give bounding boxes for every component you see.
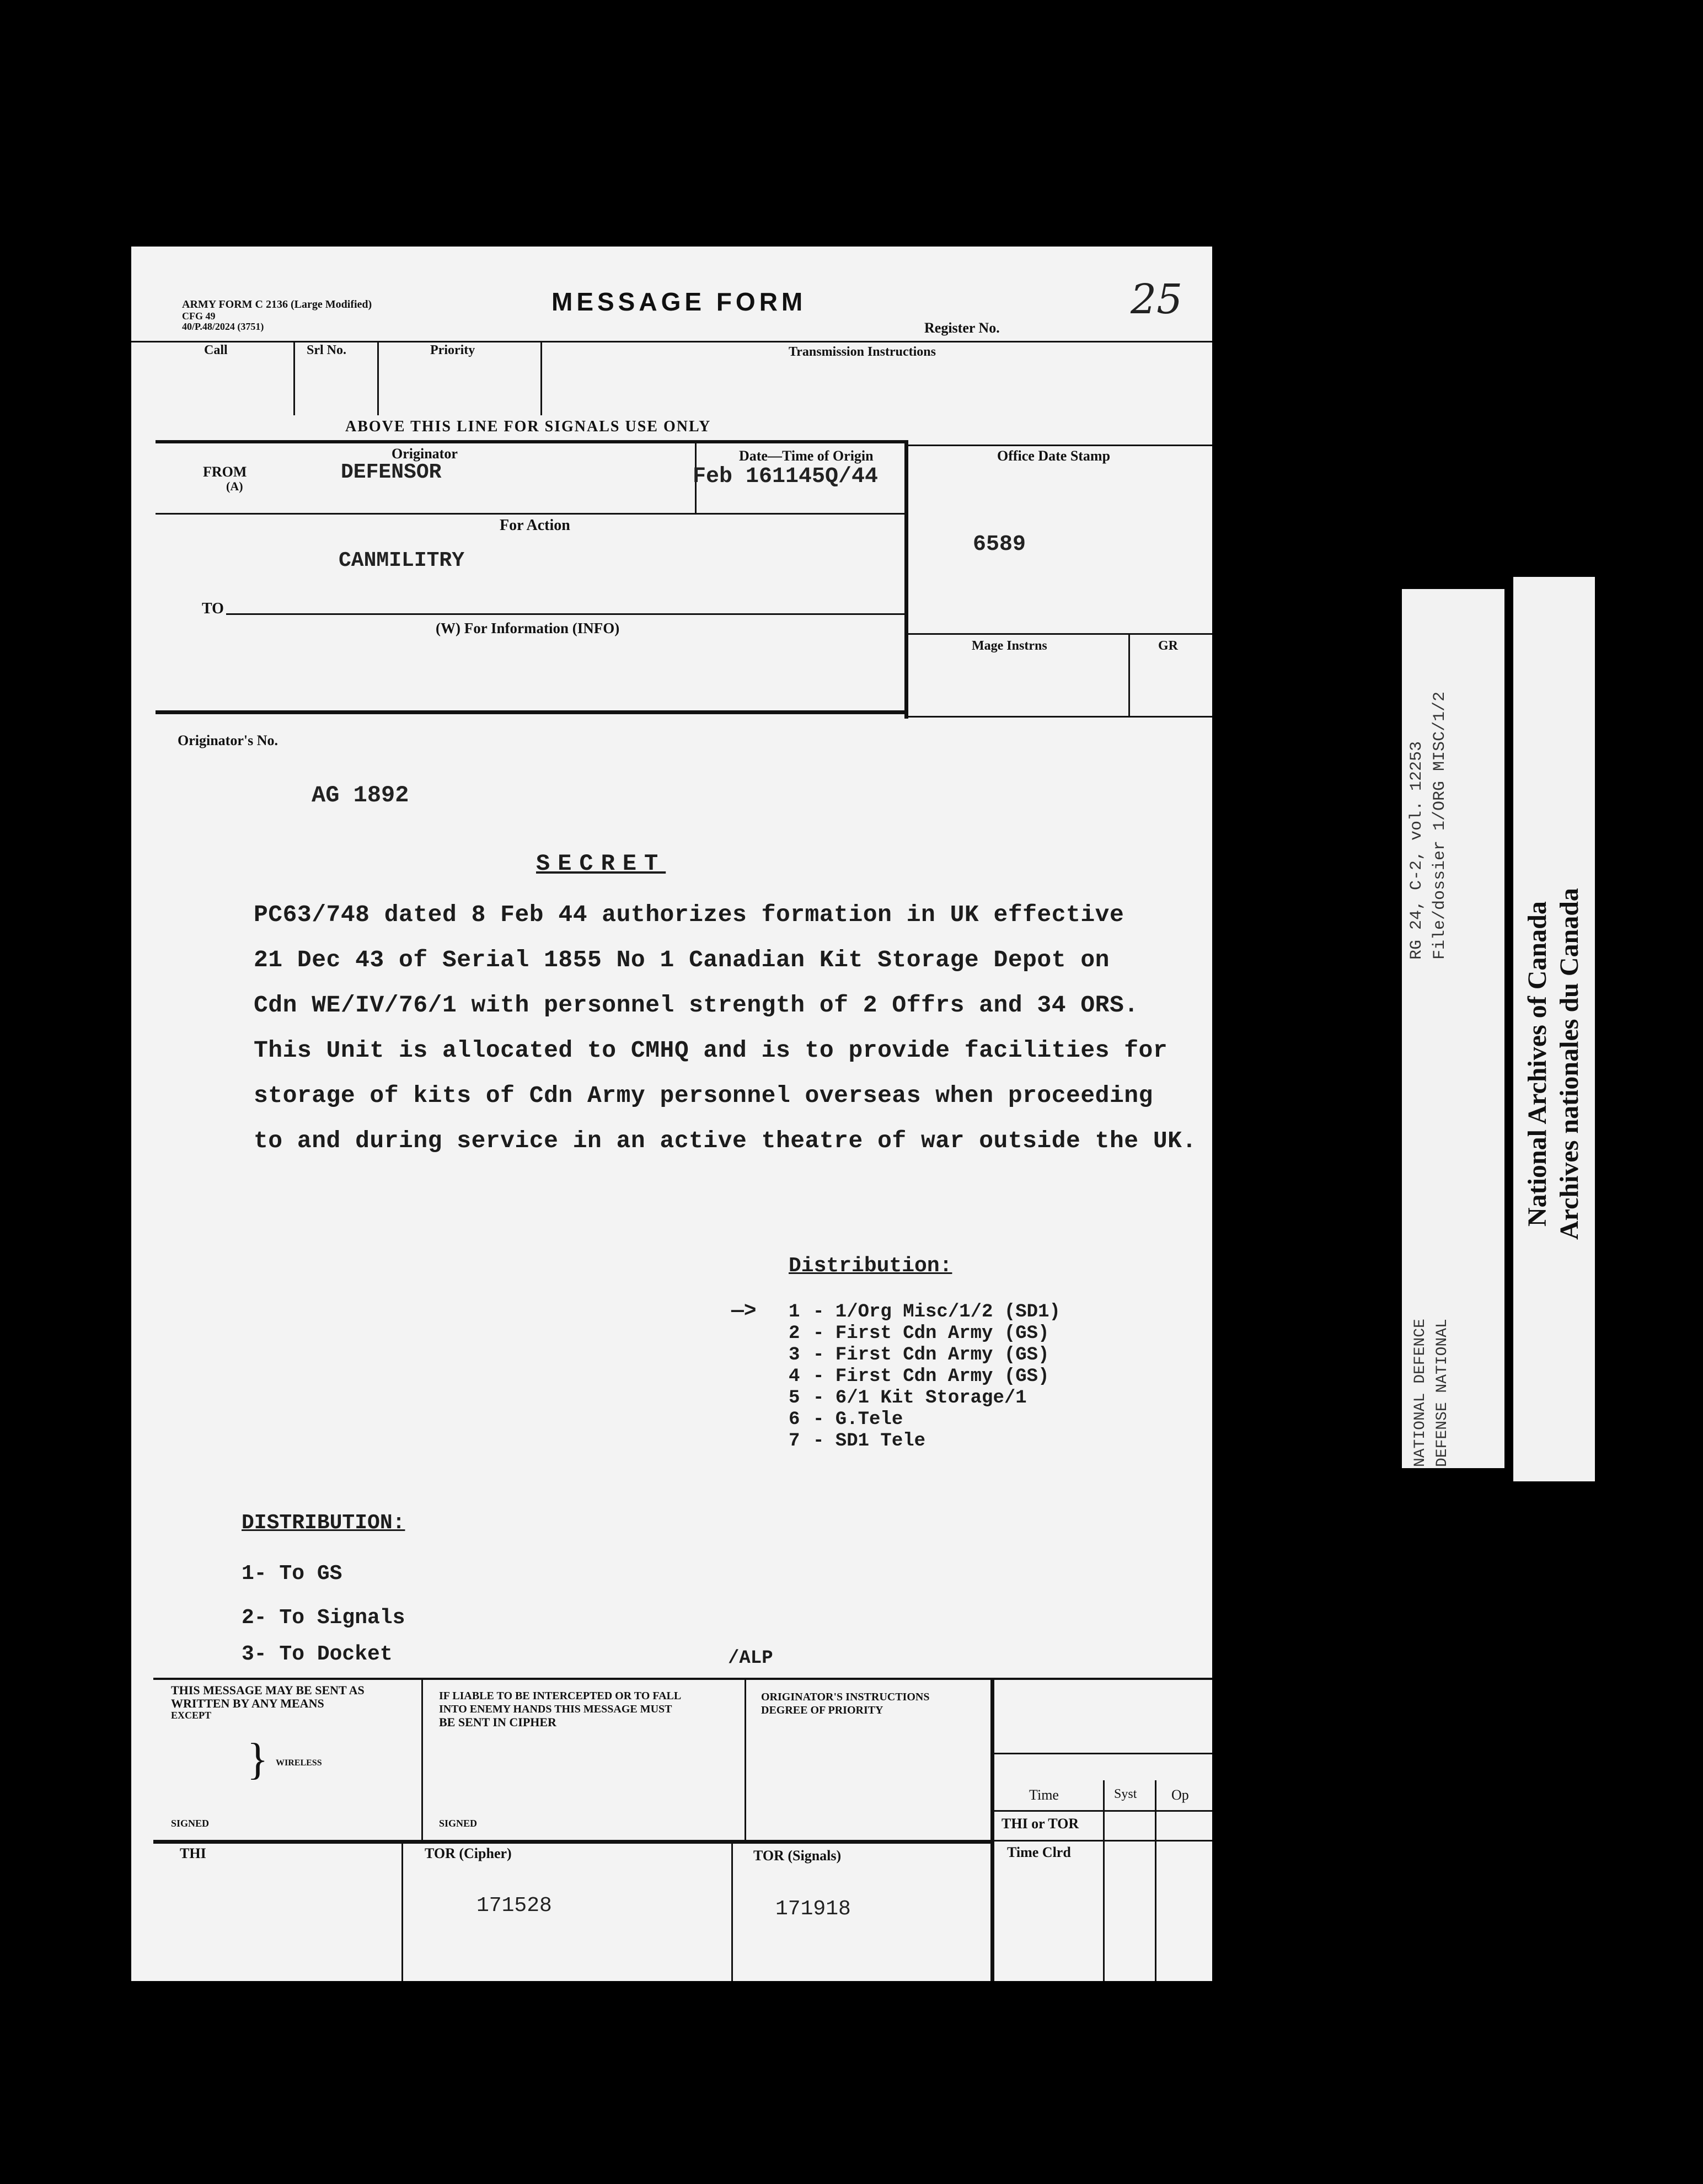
dist-num: 1 bbox=[789, 1302, 800, 1323]
dist-text: - First Cdn Army (GS) bbox=[813, 1366, 1049, 1387]
written-text-3: EXCEPT bbox=[171, 1710, 212, 1721]
form-id-line3: 40/P.48/2024 (3751) bbox=[182, 321, 264, 332]
originator-value: DEFENSOR bbox=[341, 461, 442, 484]
tor-signals-label: TOR (Signals) bbox=[753, 1848, 842, 1864]
stamp-value: 6589 bbox=[973, 532, 1026, 557]
folio-number: 25 bbox=[1131, 276, 1183, 323]
info-label: (W) For Information (INFO) bbox=[436, 620, 620, 636]
dist-num: 3 bbox=[789, 1345, 800, 1366]
brace-icon: } bbox=[247, 1735, 269, 1784]
signals-use-line: ABOVE THIS LINE FOR SIGNALS USE ONLY bbox=[345, 418, 711, 435]
dist-num: 5 bbox=[789, 1388, 800, 1409]
op-label: Op bbox=[1171, 1787, 1189, 1803]
orig-instr-1: ORIGINATOR'S INSTRUCTIONS bbox=[761, 1691, 930, 1703]
archive-ref-line1: RG 24, C-2, vol. 12253 bbox=[1407, 741, 1426, 960]
distribution-lower-item: 2- To Signals bbox=[242, 1606, 405, 1630]
dist-num: 2 bbox=[789, 1323, 800, 1344]
time-clrd-label: Time Clrd bbox=[1007, 1844, 1071, 1860]
date-time-value: Feb 161145Q/44 bbox=[693, 464, 879, 489]
from-sub-label: (A) bbox=[226, 479, 243, 493]
body-line: Cdn WE/IV/76/1 with personnel strength of 2 Offrs and 34 ORS. bbox=[254, 992, 1139, 1019]
dist-text: - SD1 Tele bbox=[813, 1431, 926, 1452]
dist-text: - 1/Org Misc/1/2 (SD1) bbox=[813, 1302, 1061, 1323]
distribution-lower-item: 3- To Docket bbox=[242, 1642, 393, 1666]
transmission-label: Transmission Instructions bbox=[789, 345, 936, 359]
message-form-sheet bbox=[131, 247, 1212, 1981]
dist-num: 7 bbox=[789, 1431, 800, 1452]
tor-signals-value: 171918 bbox=[775, 1897, 851, 1921]
archive-name-en: National Archives of Canada bbox=[1523, 901, 1552, 1227]
thi-label: THI bbox=[180, 1845, 206, 1861]
archive-name-fr: Archives nationales du Canada bbox=[1555, 888, 1584, 1240]
body-line: This Unit is allocated to CMHQ and is to provide facilities for bbox=[254, 1037, 1168, 1064]
distribution-lower-item: 1- To GS bbox=[242, 1562, 342, 1586]
archive-ref-line2: File/dossier 1/ORG MISC/1/2 bbox=[1431, 691, 1449, 960]
dist-text: - G.Tele bbox=[813, 1409, 903, 1430]
form-id-line1: ARMY FORM C 2136 (Large Modified) bbox=[182, 298, 372, 311]
dist-text: - 6/1 Kit Storage/1 bbox=[813, 1388, 1027, 1409]
form-id-line2: CFG 49 bbox=[182, 311, 216, 322]
body-line: 21 Dec 43 of Serial 1855 No 1 Canadian Kit Storage Depot on bbox=[254, 946, 1110, 973]
written-text-2: WRITTEN BY ANY MEANS bbox=[171, 1696, 324, 1710]
distribution-lower-heading: DISTRIBUTION: bbox=[242, 1511, 405, 1535]
gr-label: GR bbox=[1158, 639, 1178, 653]
to-label: TO bbox=[202, 600, 224, 617]
wireless-label: WIRELESS bbox=[276, 1758, 322, 1768]
originators-no-value: AG 1892 bbox=[312, 782, 409, 809]
body-line: storage of kits of Cdn Army personnel overseas when proceeding bbox=[254, 1082, 1153, 1109]
originators-no-label: Originator's No. bbox=[178, 732, 278, 748]
distribution-heading: Distribution: bbox=[789, 1254, 952, 1278]
distribution-arrow: —> bbox=[731, 1299, 757, 1323]
for-action-label: For Action bbox=[500, 517, 570, 534]
cipher-text-3: BE SENT IN CIPHER bbox=[439, 1715, 556, 1729]
form-title: MESSAGE FORM bbox=[551, 287, 807, 316]
priority-label: Priority bbox=[430, 343, 475, 357]
dist-num: 4 bbox=[789, 1366, 800, 1387]
srl-no-label: Srl No. bbox=[307, 343, 346, 357]
tor-cipher-label: TOR (Cipher) bbox=[425, 1845, 512, 1861]
cipher-text-2: INTO ENEMY HANDS THIS MESSAGE MUST bbox=[439, 1703, 672, 1715]
register-no-label: Register No. bbox=[924, 320, 1000, 336]
date-time-label: Date—Time of Origin bbox=[739, 448, 874, 464]
call-label: Call bbox=[204, 343, 228, 357]
dist-num: 6 bbox=[789, 1409, 800, 1430]
classification: SECRET bbox=[536, 850, 666, 877]
archive-dept-line2: DEFENSE NATIONAL bbox=[1434, 1319, 1451, 1467]
thi-or-tor-label: THI or TOR bbox=[1002, 1816, 1079, 1832]
cipher-text-1: IF LIABLE TO BE INTERCEPTED OR TO FALL bbox=[439, 1690, 682, 1702]
time-label: Time bbox=[1029, 1787, 1059, 1803]
office-date-stamp-label: Office Date Stamp bbox=[997, 448, 1111, 464]
body-line: PC63/748 dated 8 Feb 44 authorizes formation in UK effective bbox=[254, 901, 1124, 928]
dist-text: - First Cdn Army (GS) bbox=[813, 1345, 1049, 1366]
signed-label: SIGNED bbox=[171, 1818, 210, 1829]
orig-instr-2: DEGREE OF PRIORITY bbox=[761, 1704, 883, 1716]
body-line: to and during service in an active theatre of war outside the UK. bbox=[254, 1127, 1197, 1154]
initials: /ALP bbox=[728, 1648, 773, 1669]
tor-cipher-value: 171528 bbox=[476, 1894, 552, 1918]
written-text-1: THIS MESSAGE MAY BE SENT AS bbox=[171, 1683, 365, 1697]
syst-label: Syst bbox=[1114, 1787, 1137, 1801]
originator-label: Originator bbox=[392, 446, 458, 462]
from-label: FROM bbox=[203, 464, 247, 480]
action-value: CANMILITRY bbox=[339, 549, 465, 572]
archive-dept-line1: NATIONAL DEFENCE bbox=[1412, 1319, 1429, 1467]
signed-label-2: SIGNED bbox=[439, 1818, 478, 1829]
dist-text: - First Cdn Army (GS) bbox=[813, 1323, 1049, 1344]
mage-instrns-label: Mage Instrns bbox=[972, 639, 1047, 653]
